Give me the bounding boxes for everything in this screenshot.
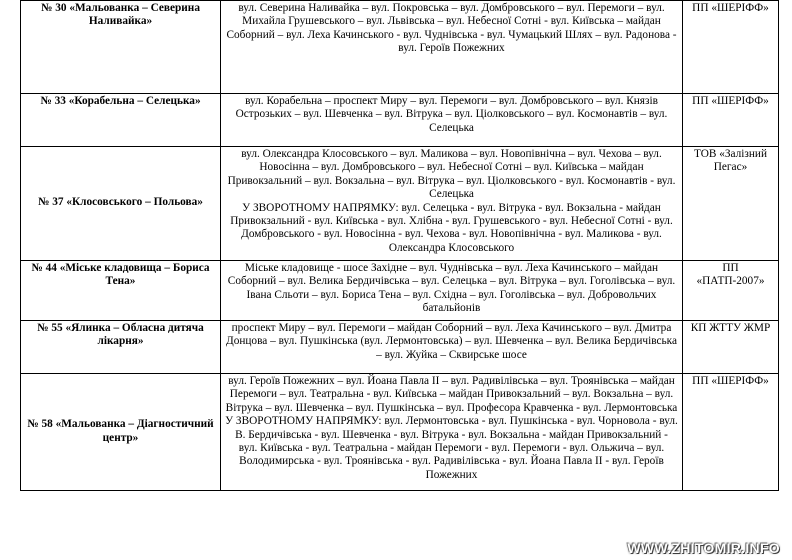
table-row — [21, 321, 779, 374]
route-operator: ПП «ШЕРІФФ» — [683, 1, 779, 94]
route-path: вул. Северина Наливайка – вул. Покровська – вул. Домбровського – вул. Перемоги – вул. Михайла Грушевського – вул. Львівська – вул. Небесної Сотні - вул. Київська – майдан Соборний – вул. Леха Качинського - вул. Чуднівська - вул. Чумацький Шлях – вул. Радонова - вул. Героїв Пожежних — [221, 1, 683, 94]
table-row — [21, 261, 779, 321]
route-path: проспект Миру – вул. Перемоги – майдан Соборний – вул. Леха Качинського – вул. Дмитра Донцова – вул. Пушкінська (вул. Лермонтовська) – вул. Шевченка – вул. Велика Бердичівська – вул. Жуйка – Сквирське шосе — [221, 321, 683, 374]
route-operator: ТОВ «Залізний Пегас» — [683, 147, 779, 261]
route-operator: ПП «ПАТП-2007» — [683, 261, 779, 321]
route-path: Міське кладовище - шосе Західне – вул. Чуднівська – вул. Леха Качинського – майдан Соборний – вул. Велика Бердичівська – вул. Селецька – вул. Вітрука – вул. Гоголівська – вул. Івана Сльоти – вул. Бориса Тена – вул. Східна – вул. Гоголівська – вул. Добровольчих батальйонів — [221, 261, 683, 321]
routes-document — [20, 0, 778, 491]
route-name: № 33 «Корабельна – Селецька» — [21, 94, 221, 147]
route-path: вул. Олександра Клосовського – вул. Маликова – вул. Новопівнічна – вул. Чехова – вул. Новосінна – вул. Домбровського – вул. Небесної Сотні – вул. Київська – майдан Привокзальний – вул. Вокзальна – вул. Вітрука – вул. Ціолковського - вул. Космонавтів - вул. Селецька У ЗВОРОТНОМУ НАПРЯМКУ: вул. Селецька - вул. Вітрука - вул. Вокзальна - майдан Привокзальний - вул. Київська - вул. Хлібна - вул. Грушевського - вул. Небесної Сотні - вул. Домбровського - вул. Новосінна - вул. Чехова - вул. Новопівнічна - вул. Маликова - вул. Олександра Клосовського — [221, 147, 683, 261]
table-row — [21, 374, 779, 491]
route-name: № 58 «Мальованка – Діагностичний центр» — [21, 374, 221, 491]
route-name: № 44 «Міське кладовища – Бориса Тена» — [21, 261, 221, 321]
table-row — [21, 94, 779, 147]
route-name: № 30 «Мальованка – Северина Наливайка» — [21, 1, 221, 94]
route-operator: ПП «ШЕРІФФ» — [683, 94, 779, 147]
table-row — [21, 147, 779, 261]
route-operator: КП ЖТТУ ЖМР — [683, 321, 779, 374]
table-row — [21, 1, 779, 94]
route-operator: ПП «ШЕРІФФ» — [683, 374, 779, 491]
watermark: WWW.ZHITOMIR.INFO — [627, 540, 780, 556]
route-path: вул. Корабельна – проспект Миру – вул. Перемоги – вул. Домбровського – вул. Князів Острозьких – вул. Шевченка – вул. Вітрука – вул. Ціолковського – вул. Космонавтів – вул. Селецька — [221, 94, 683, 147]
route-path: вул. Героїв Пожежних – вул. Йоана Павла ІІ – вул. Радивілівська – вул. Троянівська – майдан Перемоги – вул. Театральна - вул. Київська – майдан Привокзальний – вул. Вокзальна – вул. Вітрука – вул. Шевченка – вул. Пушкінська – вул. Професора Кравченка - вул. Лермонтовська У ЗВОРОТНОМУ НАПРЯМКУ: вул. Лермонтовська - вул. Пушкінська - вул. Чорновола - вул. В. Бердичівська - вул. Шевченка - вул. Вітрука - вул. Вокзальна - майдан Привокзальний - вул. Київська - вул. Театральна - майдан Перемоги - вул. Перемоги - вул. Ольжича – вул. Володимирська - вул. Троянівська - вул. Радивілівська - вул. Йоана Павла ІІ - вул. Героїв Пожежних — [221, 374, 683, 491]
routes-table — [20, 0, 779, 491]
route-name: № 55 «Ялинка – Обласна дитяча лікарня» — [21, 321, 221, 374]
route-name: № 37 «Клосовського – Польова» — [21, 147, 221, 261]
